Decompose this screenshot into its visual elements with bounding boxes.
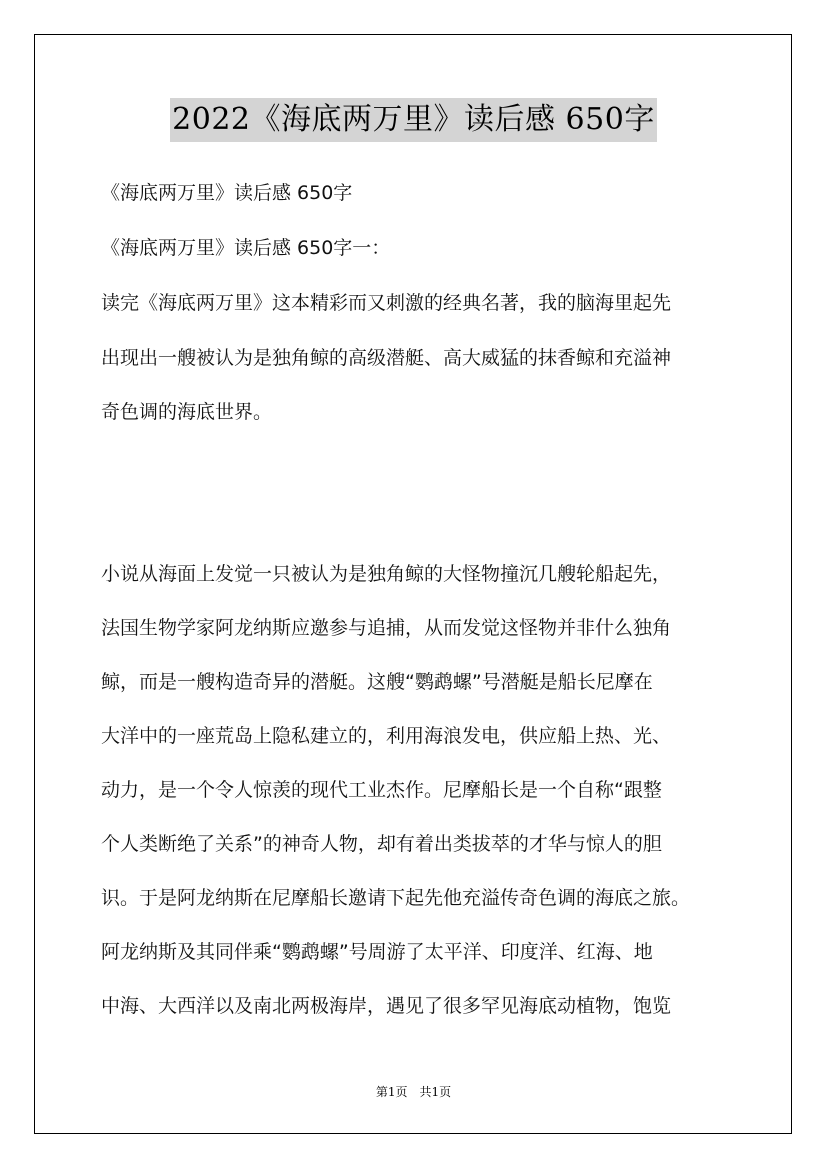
paragraph-2-line: 识。于是阿龙纳斯在尼摩船长邀请下起先他充溢传奇色调的海底之旅。 (101, 887, 691, 909)
title-block (0, 98, 827, 142)
paragraph-2-line: 阿龙纳斯及其同伴乘“鹦鹉螺”号周游了太平洋、印度洋、红海、地 (101, 941, 653, 963)
paragraph-1-line: 奇色调的海底世界。 (101, 401, 273, 423)
page-number: 第1页 共1页 (375, 1085, 452, 1099)
subtitle-1: 《海底两万里》读后感 650字 (101, 182, 353, 204)
paragraph-2-line: 小说从海面上发觉一只被认为是独角鲸的大怪物撞沉几艘轮船起先， (101, 563, 672, 585)
paragraph-2-line: 动力，是一个令人惊羡的现代工业杰作。尼摩船长是一个自称“跟整 (101, 779, 662, 801)
paragraph-2-line: 法国生物学家阿龙纳斯应邀参与追捕，从而发觉这怪物并非什么独角 (101, 617, 672, 639)
subtitle-2: 《海底两万里》读后感 650字一： (101, 237, 391, 259)
paragraph-1-line: 读完《海底两万里》这本精彩而又刺激的经典名著，我的脑海里起先 (101, 292, 672, 314)
paragraph-2-line: 大洋中的一座荒岛上隐私建立的，利用海浪发电，供应船上热、光、 (101, 725, 672, 747)
paragraph-2-line: 个人类断绝了关系”的神奇人物，却有着出类拔萃的才华与惊人的胆 (101, 833, 662, 855)
document-title: 2022《海底两万里》读后感 650字 (170, 98, 657, 142)
paragraph-2-line: 鲸，而是一艘构造奇异的潜艇。这艘“鹦鹉螺”号潜艇是船长尼摩在 (101, 671, 653, 693)
paragraph-1-line: 出现出一艘被认为是独角鲸的高级潜艇、高大威猛的抹香鲸和充溢神 (101, 347, 672, 369)
paragraph-2-line: 中海、大西洋以及南北两极海岸，遇见了很多罕见海底动植物，饱览 (101, 995, 672, 1017)
